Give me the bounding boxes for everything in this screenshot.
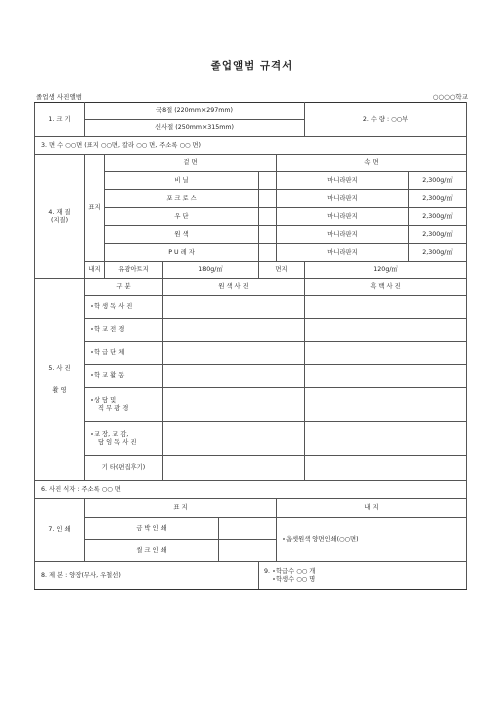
size-label: 1. 크 기	[35, 103, 85, 137]
inner-material: 마니라판지	[277, 244, 409, 262]
size-option-1: 국8절 (220mm×297mm)	[85, 103, 305, 120]
outer-material: 우 단	[105, 208, 259, 226]
print-gold-value	[219, 518, 277, 540]
print-cover: 표 지	[85, 499, 277, 518]
print-silk: 씰 크 인 쇄	[85, 540, 219, 562]
photo-kind	[85, 388, 163, 422]
print-silk-value	[219, 540, 277, 562]
inner-material: 마니라판지	[277, 172, 409, 190]
photo-color-cell	[163, 342, 305, 365]
cover-label: 표지	[85, 155, 105, 262]
photo-color-cell	[163, 365, 305, 388]
material-label-text: 4. 재 질	[48, 208, 71, 216]
col-inner: 속 면	[277, 155, 467, 172]
col-color: 원 색 사 진	[163, 279, 305, 296]
inner-weight: 2,300g/㎡	[409, 244, 467, 262]
photo-bw-cell	[305, 365, 467, 388]
col-outer: 겉 면	[105, 155, 277, 172]
inner-weight: 2,300g/㎡	[409, 190, 467, 208]
outer-material: 포 크 로 스	[105, 190, 259, 208]
inner-paper-row	[35, 262, 467, 279]
photo-label-sub: 촬 영	[52, 386, 67, 394]
typesetting-info: 6. 사진 식자 : 주소록 ○○ 면	[35, 481, 467, 499]
photo-bw-cell	[305, 342, 467, 365]
photo-label	[35, 279, 85, 481]
print-header-row	[35, 499, 467, 518]
outer-blank	[259, 226, 277, 244]
inner-material: 마니라판지	[277, 190, 409, 208]
pages-row	[35, 137, 467, 155]
photo-bw-cell	[305, 456, 467, 481]
print-row	[35, 518, 467, 540]
photo-kind	[85, 422, 163, 456]
album-type-label: 졸업생 사진앨범	[36, 93, 83, 101]
typesetting-row	[35, 481, 467, 499]
photo-kind: ∘학 급 단 체	[85, 342, 163, 365]
outer-blank	[259, 190, 277, 208]
binding-row	[35, 562, 467, 590]
school-name: ○○○○학교	[432, 93, 468, 101]
photo-header-row	[35, 279, 467, 296]
photo-row	[35, 319, 467, 342]
pages-info: 3. 면 수 ○○면 (표지 ○○면, 칼라 ○○ 면, 주소록 ○○ 면)	[35, 137, 467, 155]
photo-color-cell	[163, 296, 305, 319]
class-count: 9. ∘학급수 ○○ 개	[264, 567, 316, 575]
photo-kind: ∘학 교 전 경	[85, 319, 163, 342]
print-label: 7. 인 쇄	[35, 499, 85, 562]
material-label-sub: (지질)	[50, 216, 69, 224]
size-option-2: 신사절 (250mm×315mm)	[85, 120, 305, 137]
photo-color-cell	[163, 456, 305, 481]
quantity: 2. 수 량 : ○○부	[305, 103, 467, 137]
print-inner-desc: ∘옵셋원색 양면인쇄(○○면)	[277, 518, 467, 562]
print-gold: 금 박 인 쇄	[85, 518, 219, 540]
inner-paper: 유광아트지	[105, 262, 163, 279]
inner-label: 내지	[85, 262, 105, 279]
photo-bw-cell	[305, 319, 467, 342]
photo-kind: ∘학 생 독 사 진	[85, 296, 163, 319]
outer-blank	[259, 172, 277, 190]
outer-material: 원 색	[105, 226, 259, 244]
photo-bw-cell	[305, 296, 467, 319]
print-inner: 내 지	[277, 499, 467, 518]
photo-color-cell	[163, 319, 305, 342]
endpaper-weight: 120g/㎡	[305, 262, 467, 279]
inner-weight: 2,300g/㎡	[409, 172, 467, 190]
size-row-1	[35, 103, 467, 120]
photo-bw-cell	[305, 422, 467, 456]
endpaper-label: 면지	[259, 262, 305, 279]
photo-row	[35, 296, 467, 319]
photo-kind-line1: ∘상 담 및	[90, 396, 117, 404]
inner-weight: 2,300g/㎡	[409, 208, 467, 226]
material-label	[35, 155, 85, 279]
inner-paper-weight: 180g/㎡	[163, 262, 259, 279]
col-kind: 구 분	[85, 279, 163, 296]
photo-row	[35, 422, 467, 456]
outer-blank	[259, 244, 277, 262]
outer-blank	[259, 208, 277, 226]
photo-bw-cell	[305, 388, 467, 422]
outer-material: 비 닐	[105, 172, 259, 190]
photo-kind: 기 타(편집후기)	[85, 456, 163, 481]
inner-weight: 2,300g/㎡	[409, 226, 467, 244]
inner-material: 마니라판지	[277, 208, 409, 226]
photo-label-text: 5. 사 진	[48, 364, 71, 372]
student-count: ∘학생수 ○○ 명	[272, 575, 316, 583]
photo-kind-line1: ∘교 장, 교 감,	[90, 430, 129, 438]
outer-material: P U 레 자	[105, 244, 259, 262]
page-title: 졸업앨범 규격서	[210, 60, 294, 72]
col-bw: 흑 백 사 진	[305, 279, 467, 296]
photo-color-cell	[163, 388, 305, 422]
photo-row	[35, 388, 467, 422]
photo-row	[35, 365, 467, 388]
spec-table	[34, 102, 467, 590]
photo-kind: ∘학 교 활 동	[85, 365, 163, 388]
inner-material: 마니라판지	[277, 226, 409, 244]
photo-row	[35, 342, 467, 365]
photo-kind-line2: 담 임 독 사 진	[98, 438, 137, 446]
photo-kind-line2: 직 무 광 경	[98, 404, 129, 412]
photo-color-cell	[163, 422, 305, 456]
counts-info	[259, 562, 467, 590]
material-header-row	[35, 155, 467, 172]
photo-row	[35, 456, 467, 481]
binding-info: 8. 제 본 : 양장(무사, 우철선)	[35, 562, 259, 590]
